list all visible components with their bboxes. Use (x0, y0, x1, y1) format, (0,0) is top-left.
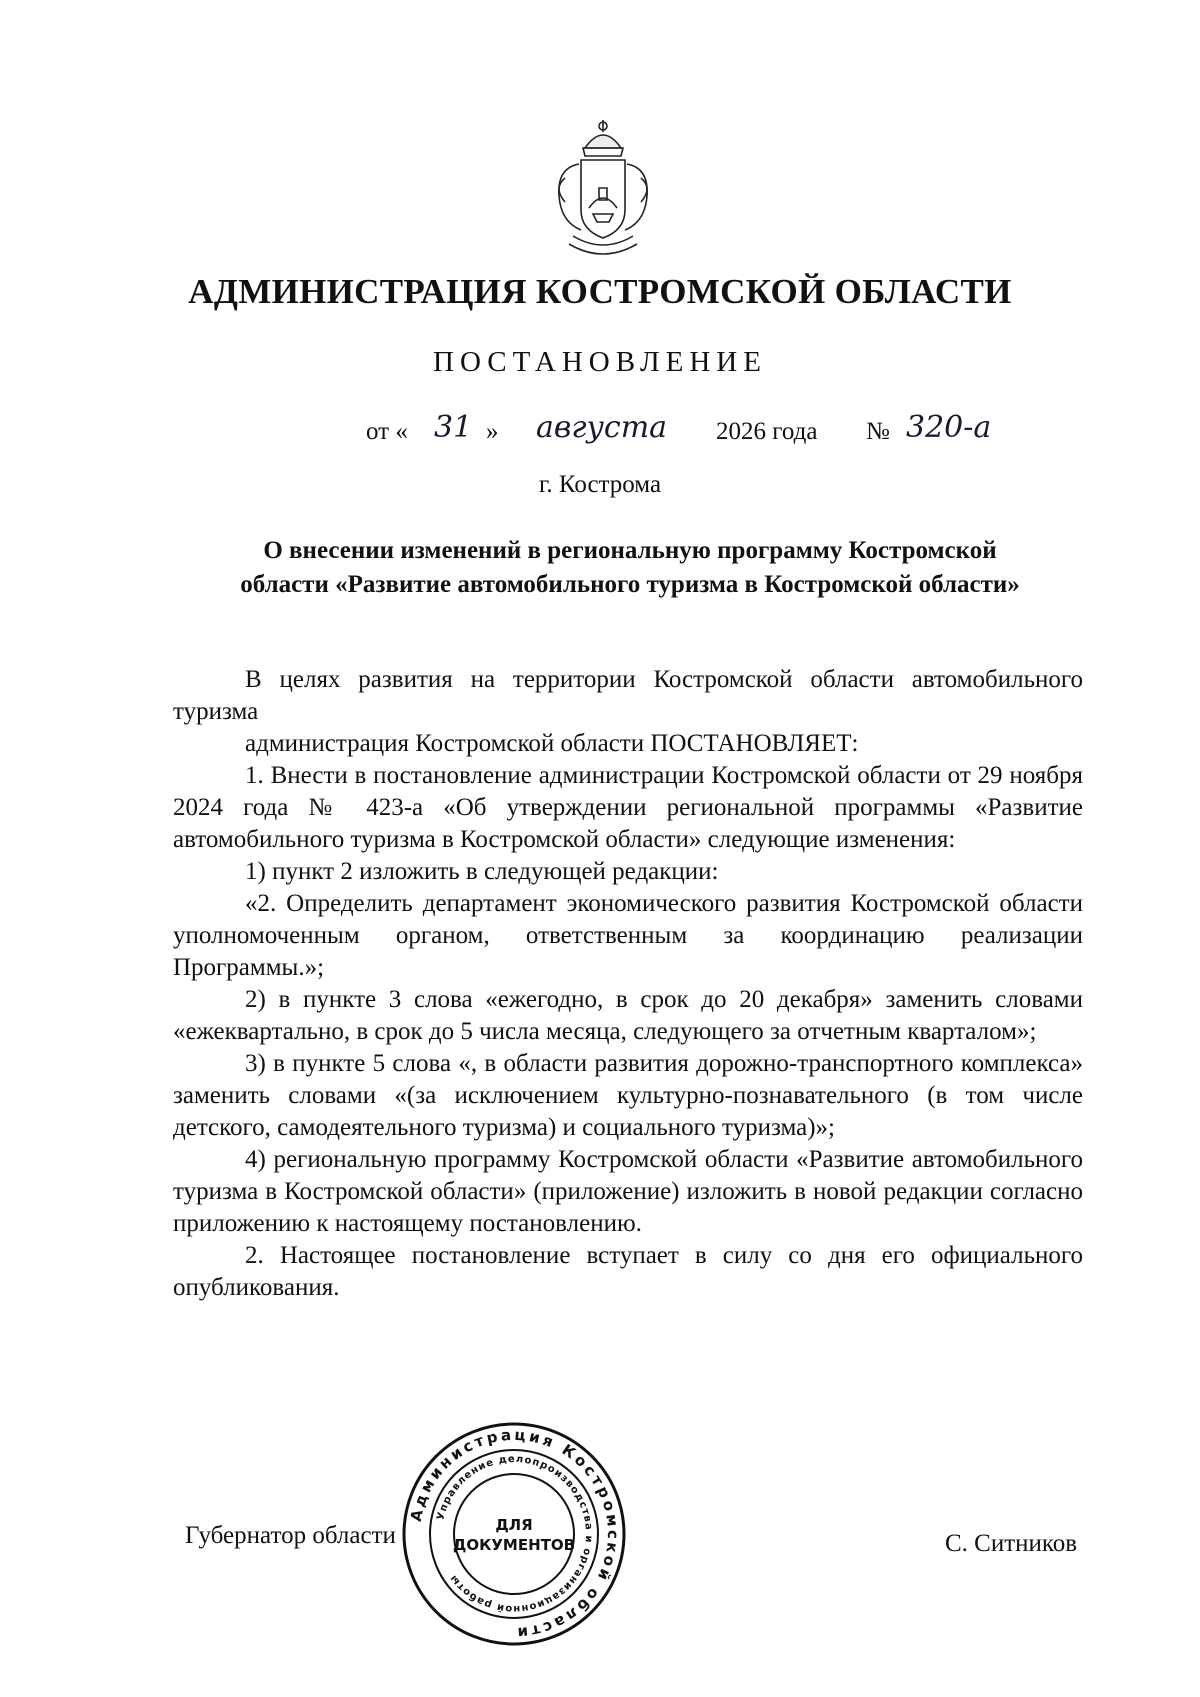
coat-of-arms-emblem (543, 118, 663, 268)
date-number-line (366, 408, 1066, 452)
body-paragraph: 1) пункт 2 изложить в следующей редакции: (245, 858, 719, 885)
signatory-title: Губернатор области (185, 1522, 396, 1549)
body-paragraph: 3) в пункте 5 слова «, в области развития дорожно-транспортного комплекса» заменить словами «(за исключением культурно-познавательного (в том числе детского, самодеятельного туризма) и социального туризма)»; (173, 1050, 1083, 1141)
body-paragraph: «2. Определить департамент экономического развития Костромской области уполномоченным органом, ответственным за координацию реализации Программы.»; (173, 890, 1083, 981)
stamp-inner-text: Управление делопроизводства и организационной работы (435, 1453, 595, 1615)
document-number: 320-а (906, 410, 992, 445)
number-sign: № (866, 418, 890, 445)
subject-line-2: области «Развитие автомобильного туризма в Костромской области» (240, 571, 1020, 598)
body-paragraph: 2) в пункте 3 слова «ежегодно, в срок до 20 декабря» заменить словами «ежеквартально, в срок до 5 числа месяца, следующего за отчетным кварталом»; (173, 986, 1083, 1045)
organization-title: АДМИНИСТРАЦИЯ КОСТРОМСКОЙ ОБЛАСТИ (188, 272, 1012, 311)
document-body (173, 664, 1083, 1304)
body-paragraph: 1. Внести в постановление администрации Костромской области от 29 ноября 2024 года № 423-а «Об утверждении региональной программы «Развитие автомобильного туризма в Костромской области» следующие изменения: (173, 762, 1083, 853)
date-day: 31 (434, 410, 473, 445)
svg-text:Управление делопроизводства и (435, 1454, 594, 1614)
stamp-center-line-1: ДЛЯ (495, 1516, 533, 1534)
official-stamp (400, 1420, 628, 1648)
date-month: августа (536, 410, 668, 445)
body-paragraph: 4) региональную программу Костромской области «Развитие автомобильного туризма в Костромской области» (приложение) изложить в новой редакции согласно приложению к настоящему постановлению. (173, 1146, 1083, 1237)
body-paragraph: 2. Настоящее постановление вступает в силу со дня его официального опубликования. (173, 1242, 1083, 1301)
body-paragraph: администрация Костромской области ПОСТАНОВЛЯЕТ: (245, 730, 859, 757)
city: г. Кострома (538, 471, 662, 498)
date-year: 2026 года (716, 418, 818, 445)
body-paragraph: В целях развития на территории Костромской области автомобильного туризма (173, 666, 1083, 725)
stamp-center-line-2: ДОКУМЕНТОВ (452, 1536, 576, 1554)
signatory-name: С. Ситников (945, 1530, 1078, 1557)
subject-line-1: О внесении изменений в региональную программу Костромской (263, 537, 997, 564)
date-prefix: от « (366, 418, 408, 445)
document-type: ПОСТАНОВЛЕНИЕ (433, 346, 767, 378)
date-day-close: » (486, 418, 499, 445)
document-subject (170, 534, 1090, 602)
stamp-ring-text: Администрация Костромской области (406, 1425, 623, 1643)
